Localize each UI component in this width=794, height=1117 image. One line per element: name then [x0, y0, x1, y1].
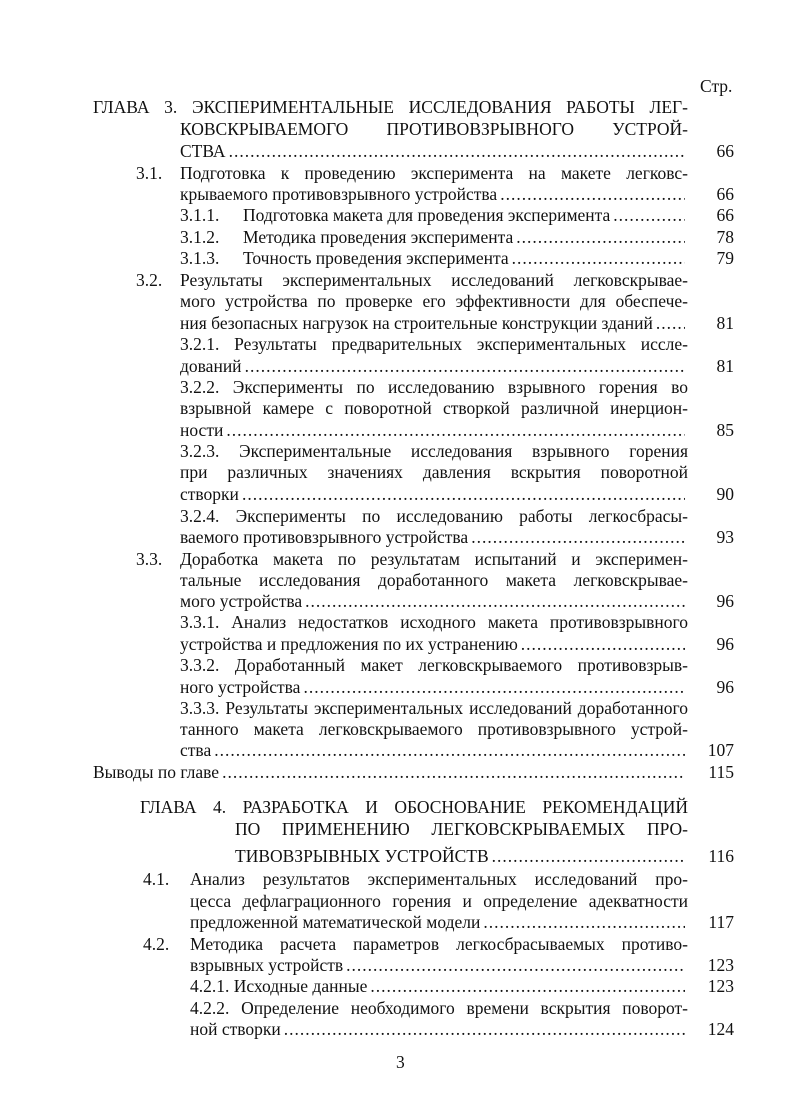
- toc-entry-line: [235, 845, 688, 867]
- toc-entry-line: 3.3.3. Результаты экспериментальных исследований доработанного: [180, 698, 688, 718]
- toc-entry-page: 66: [716, 205, 734, 225]
- dot-leader: [303, 676, 685, 698]
- toc-entry-number: 4.2.: [143, 934, 170, 954]
- toc-entry-line: [180, 355, 688, 377]
- toc-entry-number: 3.1.3.: [180, 248, 220, 268]
- toc-entry-text: взрывных устройств: [190, 955, 344, 975]
- toc-entry-line: [180, 590, 688, 612]
- toc-entry-text: ного устройства: [180, 677, 301, 697]
- toc-entry-text: ства: [180, 740, 212, 760]
- toc-entry-line: [180, 419, 688, 441]
- toc-entry-line: [243, 226, 688, 248]
- toc-entry-line: Методика расчета параметров легкосбрасываемых противо-: [190, 934, 688, 954]
- dot-leader: [245, 355, 685, 377]
- toc-entry-line: 3.3.1. Анализ недостатков исходного макета противовзрывного: [180, 612, 688, 632]
- dot-leader: [500, 183, 685, 205]
- toc-entry-text: устройства и предложения по их устранению: [180, 634, 518, 654]
- dot-leader: [222, 761, 685, 783]
- dot-leader: [483, 911, 685, 933]
- dot-leader: [516, 226, 685, 248]
- toc-entry-line: тальные исследования доработанного макета легковскрывае-: [180, 570, 688, 590]
- toc-entry-line: 4.2.2. Определение необходимого времени вскрытия поворот-: [190, 998, 688, 1018]
- toc-entry-line: 3.3.2. Доработанный макет легковскрываемого противовзрыв-: [180, 655, 688, 675]
- toc-entry-page: 66: [716, 184, 734, 204]
- toc-entry-line: [190, 954, 688, 976]
- toc-entry-number: 3.2.: [136, 270, 163, 290]
- toc-entry-number: 3.3.: [136, 549, 163, 569]
- toc-entry-line: Доработка макета по результатам испытаний и эксперимен-: [180, 549, 688, 569]
- toc-entry-page: 96: [716, 591, 734, 611]
- toc-entry-line: 3.2.1. Результаты предварительных экспериментальных иссле-: [180, 334, 688, 354]
- toc-entry-page: 78: [716, 227, 734, 247]
- toc-entry-line: [180, 676, 688, 698]
- toc-entry-line: [180, 312, 688, 334]
- toc-entry-page: 96: [716, 634, 734, 654]
- toc-entry-line: при различных значениях давления вскрытия поворотной: [180, 462, 688, 482]
- toc-entry-page: 124: [707, 1019, 734, 1039]
- toc-entry-line: [180, 483, 688, 505]
- toc-entry-line: 3.2.3. Экспериментальные исследования взрывного горения: [180, 441, 688, 461]
- toc-entry-line: взрывной камере с поворотной створкой различной инерцион-: [180, 398, 688, 418]
- toc-entry-page: 96: [716, 677, 734, 697]
- page-column-label: Стр.: [700, 76, 733, 96]
- dot-leader: [512, 247, 685, 269]
- toc-entry-text: Подготовка макета для проведения эксперимента: [243, 205, 611, 225]
- dot-leader: [471, 526, 685, 548]
- dot-leader: [370, 975, 685, 997]
- toc-entry-page: 79: [716, 248, 734, 268]
- dot-leader: [305, 590, 685, 612]
- toc-entry-line: 3.2.4. Эксперименты по исследованию работы легкосбрасы-: [180, 506, 688, 526]
- toc-entry-page: 115: [708, 762, 734, 782]
- toc-entry-line: ПО ПРИМЕНЕНИЮ ЛЕГКОВСКРЫВАЕМЫХ ПРО-: [235, 819, 688, 839]
- toc-entry-text: ваемого противовзрывного устройства: [180, 527, 469, 547]
- toc-entry-text: ния безопасных нагрузок на строительные конструкции зданий: [180, 313, 653, 333]
- toc-entry-page: 123: [707, 955, 734, 975]
- toc-entry-line: мого устройства по проверке его эффективности для обеспече-: [180, 291, 688, 311]
- toc-entry-text: ной створки: [190, 1019, 281, 1039]
- toc-entry-line: Анализ результатов экспериментальных исследований про-: [190, 869, 688, 889]
- toc-entry-line: [180, 183, 688, 205]
- dot-leader: [229, 140, 685, 162]
- toc-entry-line: [93, 761, 688, 783]
- toc-entry-line: ГЛАВА 4. РАЗРАБОТКА И ОБОСНОВАНИЕ РЕКОМЕНДАЦИЙ: [140, 797, 688, 817]
- toc-entry-page: 81: [716, 313, 734, 333]
- toc-entry-line: КОВСКРЫВАЕМОГО ПРОТИВОВЗРЫВНОГО УСТРОЙ-: [180, 119, 688, 139]
- toc-entry-number: 3.1.1.: [180, 205, 220, 225]
- dot-leader: [346, 954, 685, 976]
- toc-entry-line: ГЛАВА 3. ЭКСПЕРИМЕНТАЛЬНЫЕ ИССЛЕДОВАНИЯ РАБОТЫ ЛЕГ-: [93, 97, 688, 117]
- toc-entry-line: Подготовка к проведению эксперимента на макете легковс-: [180, 163, 688, 183]
- toc-entry-line: цесса дефлаграционного горения и определение адекватности: [190, 891, 688, 911]
- toc-entry-page: 117: [708, 912, 734, 932]
- toc-entry-page: 66: [716, 141, 734, 161]
- toc-entry-line: [180, 739, 688, 761]
- toc-entry-line: [190, 911, 688, 933]
- page-number: 3: [396, 1052, 405, 1072]
- toc-entry-page: 81: [716, 356, 734, 376]
- toc-entry-page: 116: [708, 846, 734, 866]
- dot-leader: [521, 633, 685, 655]
- toc-entry-page: 93: [716, 527, 734, 547]
- toc-entry-page: 90: [716, 484, 734, 504]
- toc-entry-line: [180, 633, 688, 655]
- toc-entry-text: предложенной математической модели: [190, 912, 481, 932]
- toc-entry-page: 85: [716, 420, 734, 440]
- dot-leader: [214, 739, 685, 761]
- dot-leader: [226, 419, 685, 441]
- dot-leader: [284, 1018, 685, 1040]
- toc-entry-line: [243, 204, 688, 226]
- toc-entry-line: [180, 526, 688, 548]
- toc-entry-number: 3.1.2.: [180, 227, 220, 247]
- toc-entry-text: Выводы по главе: [93, 762, 220, 782]
- toc-entry-text: крываемого противовзрывного устройства: [180, 184, 498, 204]
- toc-entry-number: 3.1.: [136, 163, 163, 183]
- toc-entry-number: 4.1.: [143, 869, 170, 889]
- toc-entry-text: Точность проведения эксперимента: [243, 248, 509, 268]
- toc-entry-page: 107: [707, 740, 734, 760]
- toc-entry-text: 4.2.1. Исходные данные: [190, 976, 368, 996]
- dot-leader: [492, 845, 685, 867]
- dot-leader: [656, 312, 685, 334]
- toc-entry-line: [243, 247, 688, 269]
- toc-entry-text: СТВА: [180, 141, 226, 161]
- toc-entry-line: [190, 1018, 688, 1040]
- toc-entry-text: ности: [180, 420, 224, 440]
- dot-leader: [613, 204, 685, 226]
- toc-entry-line: танного макета легковскрываемого противовзрывного устрой-: [180, 719, 688, 739]
- toc-entry-text: ТИВОВЗРЫВНЫХ УСТРОЙСТВ: [235, 846, 489, 866]
- toc-entry-line: [190, 975, 688, 997]
- toc-entry-text: дований: [180, 356, 242, 376]
- toc-entry-line: Результаты экспериментальных исследований легковскрывае-: [180, 270, 688, 290]
- toc-entry-text: Методика проведения эксперимента: [243, 227, 514, 247]
- toc-entry-line: 3.2.2. Эксперименты по исследованию взрывного горения во: [180, 377, 688, 397]
- toc-entry-text: мого устройства: [180, 591, 303, 611]
- toc-entry-text: створки: [180, 484, 239, 504]
- dot-leader: [242, 483, 685, 505]
- toc-entry-page: 123: [707, 976, 734, 996]
- toc-entry-line: [180, 140, 688, 162]
